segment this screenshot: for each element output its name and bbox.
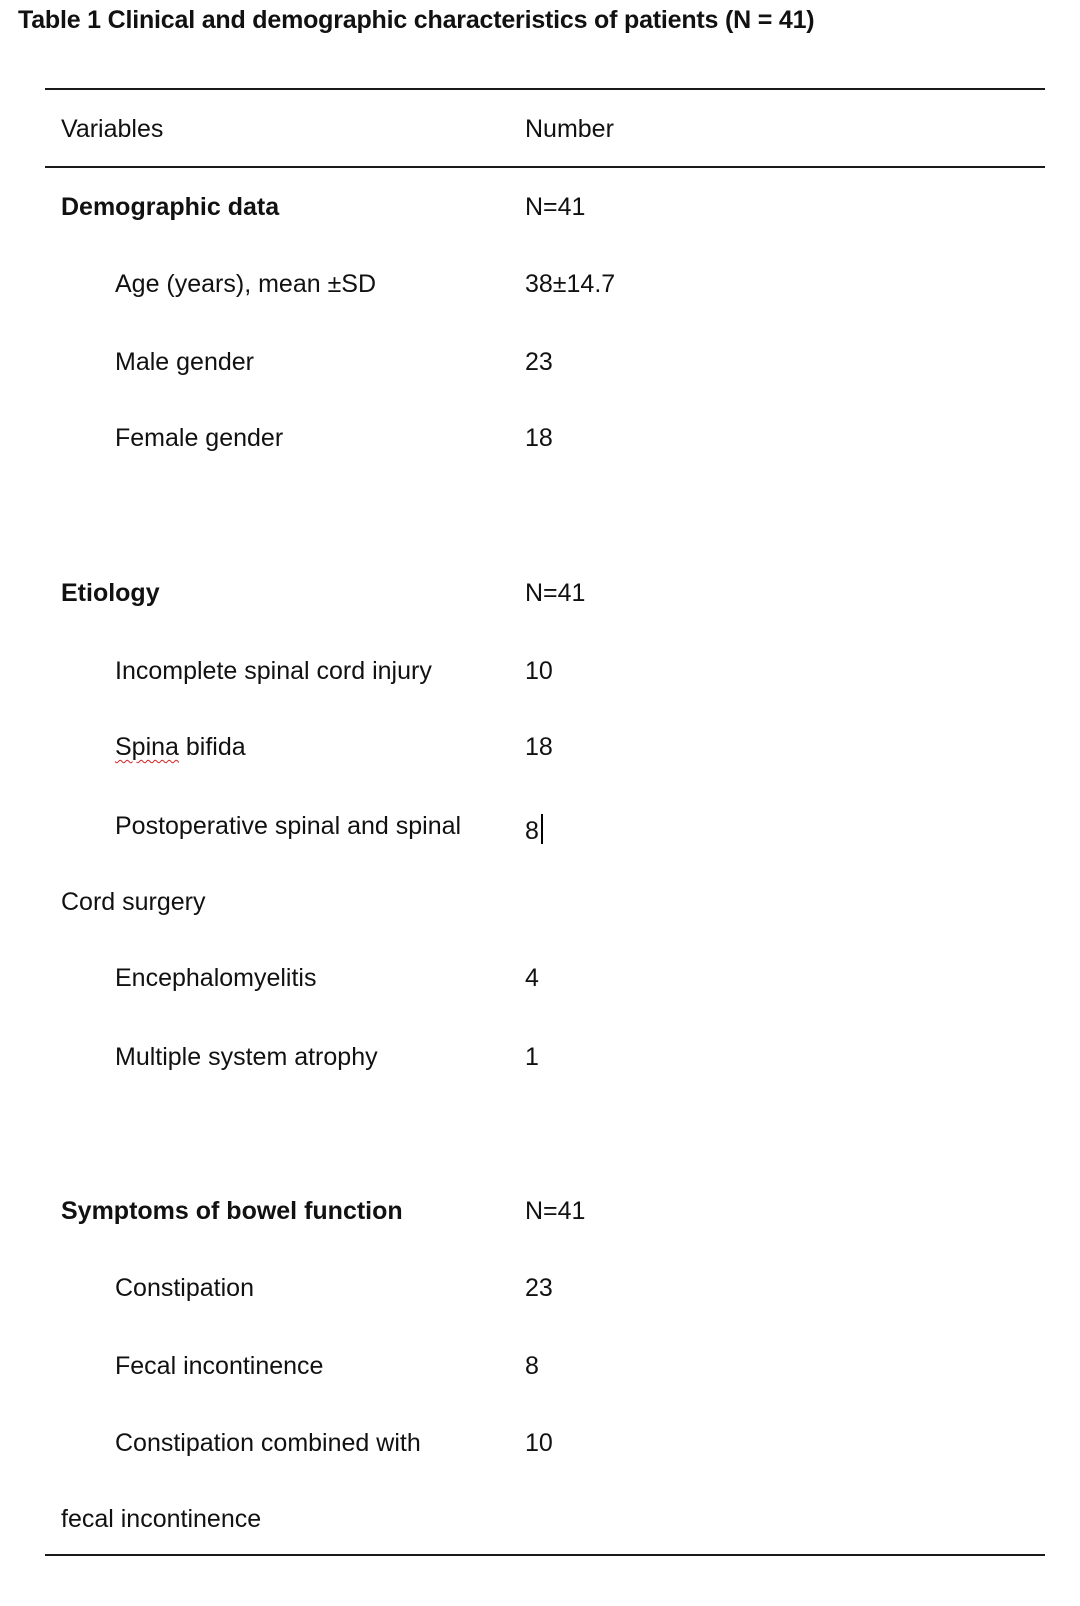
row-label-msa: Multiple system atrophy [115,1043,378,1071]
table-bottom-rule [45,1554,1045,1556]
section-count-demographic: N=41 [525,193,586,221]
row-label-combined: Constipation combined with [115,1429,421,1457]
table-header-rule [45,166,1045,168]
row-value-age: 38±14.7 [525,270,616,298]
row-label-spina-bifida [115,735,246,760]
spellcheck-flagged-word: Spina [115,733,179,761]
row-value-incomplete-sci: 10 [525,657,553,685]
row-label-postoperative: Postoperative spinal and spinal [115,812,462,840]
section-label-etiology: Etiology [61,579,160,607]
row-value-fecal-incontinence: 8 [525,1352,539,1380]
section-label-symptoms: Symptoms of bowel function [61,1197,403,1225]
row-value-encephalomyelitis: 4 [525,964,539,992]
row-value-postoperative-text: 8 [525,817,539,845]
row-label-male: Male gender [115,348,254,376]
table-caption: Table 1 Clinical and demographic characteristics of patients (N = 41) [18,6,815,34]
row-label-encephalomyelitis: Encephalomyelitis [115,964,317,992]
text-cursor [541,814,543,844]
row-label-incomplete-sci: Incomplete spinal cord injury [115,657,432,685]
header-variables: Variables [61,115,164,143]
row-value-combined: 10 [525,1429,553,1457]
row-value-female: 18 [525,424,553,452]
row-value-constipation: 23 [525,1274,553,1302]
row-value-male: 23 [525,348,553,376]
row-value-postoperative[interactable] [525,814,543,844]
row-label-age: Age (years), mean ±SD [115,270,377,298]
section-count-symptoms: N=41 [525,1197,586,1225]
section-label-demographic: Demographic data [61,193,280,221]
row-label-cord-surgery: Cord surgery [61,888,206,916]
row-label-fecal-incontinence: Fecal incontinence [115,1352,324,1380]
row-label-combined-cont: fecal incontinence [61,1505,262,1533]
section-count-etiology: N=41 [525,579,586,607]
row-value-msa: 1 [525,1043,539,1071]
row-value-spina-bifida: 18 [525,733,553,761]
header-number: Number [525,115,614,143]
row-label-constipation: Constipation [115,1274,254,1302]
table-top-rule [45,88,1045,90]
row-label-female: Female gender [115,424,284,452]
row-label-spina-bifida-rest: bifida [178,733,246,761]
